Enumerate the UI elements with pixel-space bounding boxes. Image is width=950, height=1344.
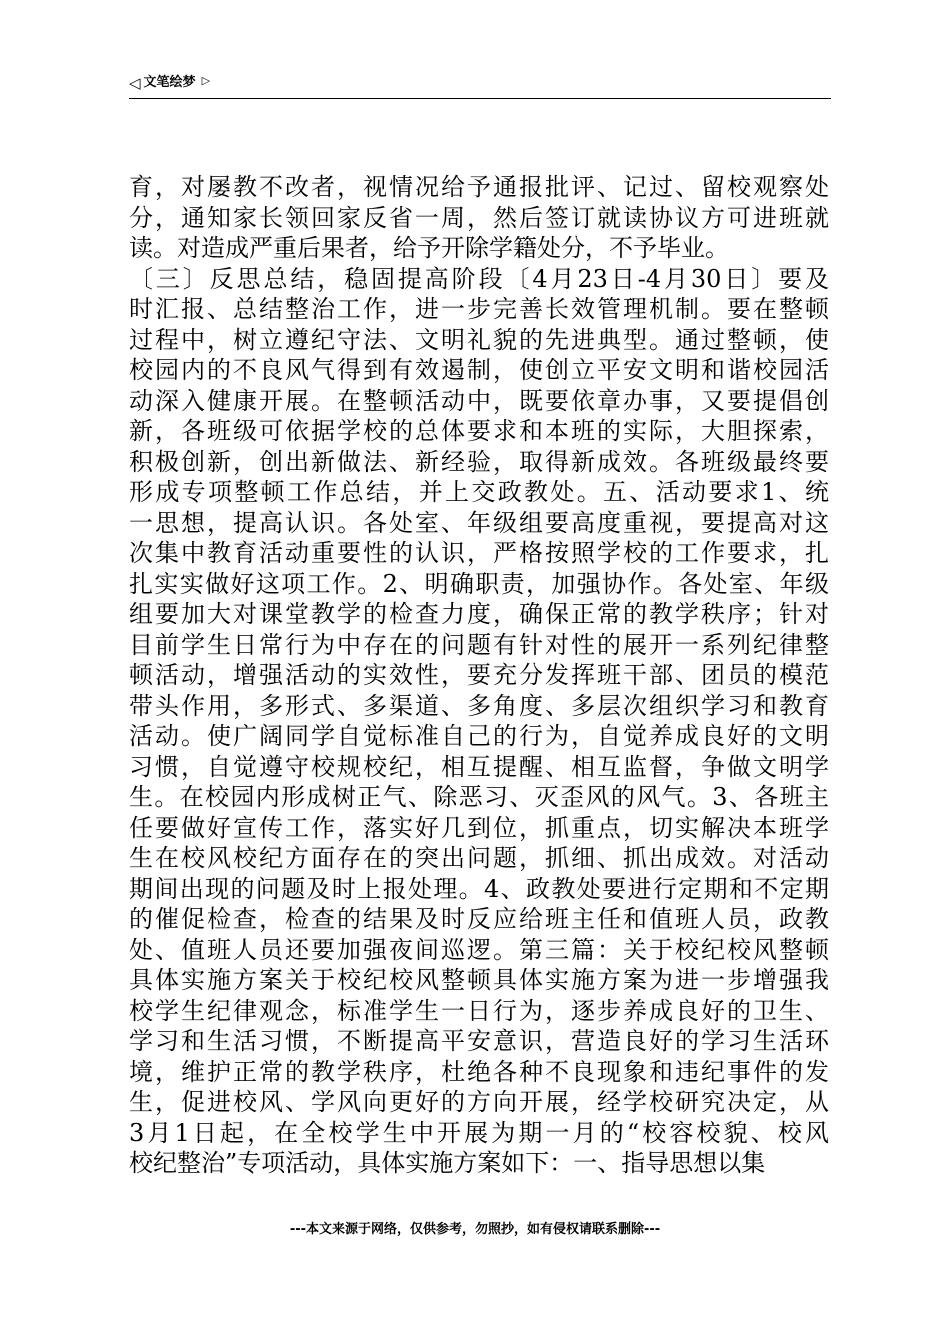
text-line: 积极创新，创出新做法、新经验，取得新成效。各班级最终要 [129, 447, 829, 476]
text-line: 目前学生日常行为中存在的问题有针对性的展开一系列纪律整 [129, 630, 829, 659]
text-line: 生，促进校风、学风向更好的方向开展，经学校研究决定，从 [129, 1088, 829, 1116]
text-line: 生。在校园内形成树正气、除恶习、灭歪风的风气。3、各班主 [129, 783, 829, 811]
text-line: 学习和生活习惯，不断提高平安意识，营造良好的学习生活环 [129, 1027, 829, 1055]
document-body [129, 172, 829, 1179]
text-line: 生在校风校纪方面存在的突出问题，抓细、抓出成效。对活动 [129, 844, 829, 872]
text-line: 扎实实做好这项工作。2、明确职责，加强协作。各处室、年级 [129, 569, 829, 598]
text-line: 育，对屡教不改者，视情况给予通报批评、记过、留校观察处 [129, 173, 829, 201]
text-line: 时汇报、总结整治工作，进一步完善长效管理机制。要在整顿 [129, 295, 829, 323]
text-line: 读。对造成严重后果者，给予开除学籍处分，不予毕业。 [129, 234, 729, 262]
text-line: 一思想，提高认识。各处室、年级组要高度重视，要提高对这 [129, 508, 829, 537]
text-line: 组要加大对课堂教学的检查力度，确保正常的教学秩序；针对 [129, 600, 829, 628]
text-line: 带头作用，多形式、多渠道、多角度、多层次组织学习和教育 [129, 691, 829, 720]
text-line: 活动。使广阔同学自觉标准自己的行为，自觉养成良好的文明 [129, 722, 829, 750]
text-line: 顿活动，增强活动的实效性，要充分发挥班干部、团员的模范 [129, 661, 829, 689]
text-line: 〔三〕反思总结，稳固提高阶段〔4月23日-4月30日〕要及 [129, 264, 829, 293]
text-line: 具体实施方案关于校纪校风整顿具体实施方案为进一步增强我 [129, 966, 829, 994]
text-line: 校学生纪律观念，标准学生一日行为，逐步养成良好的卫生、 [129, 996, 829, 1025]
page-header [129, 73, 831, 99]
text-line: 形成专项整顿工作总结，并上交政教处。五、活动要求1、统 [129, 478, 829, 506]
right-triangle-icon: ▷ [201, 74, 211, 87]
text-line: 处、值班人员还要加强夜间巡逻。第三篇：关于校纪校风整顿 [129, 935, 829, 964]
header-title: 文笔绘梦 [143, 75, 196, 90]
text-line: 新，各班级可依据学校的总体要求和本班的实际，大胆探索， [129, 417, 829, 445]
text-line: 过程中，树立遵纪守法、文明礼貌的先进典型。通过整顿，使 [129, 325, 829, 354]
text-line: 分，通知家长领回家反省一周，然后签订就读协议方可进班就 [129, 203, 829, 232]
text-line: 习惯，自觉遵守校规校纪，相互提醒、相互监督，争做文明学 [129, 752, 829, 781]
text-line: 期间出现的问题及时上报处理。4、政教处要进行定期和不定期 [129, 874, 829, 903]
text-line: 的催促检查，检查的结果及时反应给班主任和值班人员，政教 [129, 905, 829, 933]
text-line: 校纪整治”专项活动，具体实施方案如下：一、指导思想以集 [129, 1149, 766, 1177]
text-line: 次集中教育活动重要性的认识，严格按照学校的工作要求，扎 [129, 539, 829, 567]
text-line: 3月1日起，在全校学生中开展为期一月的“校容校貌、校风 [129, 1118, 829, 1147]
text-line: 校园内的不良风气得到有效遏制，使创立平安文明和谐校园活 [129, 356, 829, 384]
footer-disclaimer: ---本文来源于网络，仅供参考，勿照抄，如有侵权请联系删除--- [289, 1222, 661, 1237]
left-triangle-icon: ◁ [129, 74, 141, 92]
text-line: 动深入健康开展。在整顿活动中，既要依章办事，又要提倡创 [129, 386, 829, 415]
text-line: 任要做好宣传工作，落实好几到位，抓重点，切实解决本班学 [129, 813, 829, 842]
text-line: 境，维护正常的教学秩序，杜绝各种不良现象和违纪事件的发 [129, 1057, 829, 1086]
